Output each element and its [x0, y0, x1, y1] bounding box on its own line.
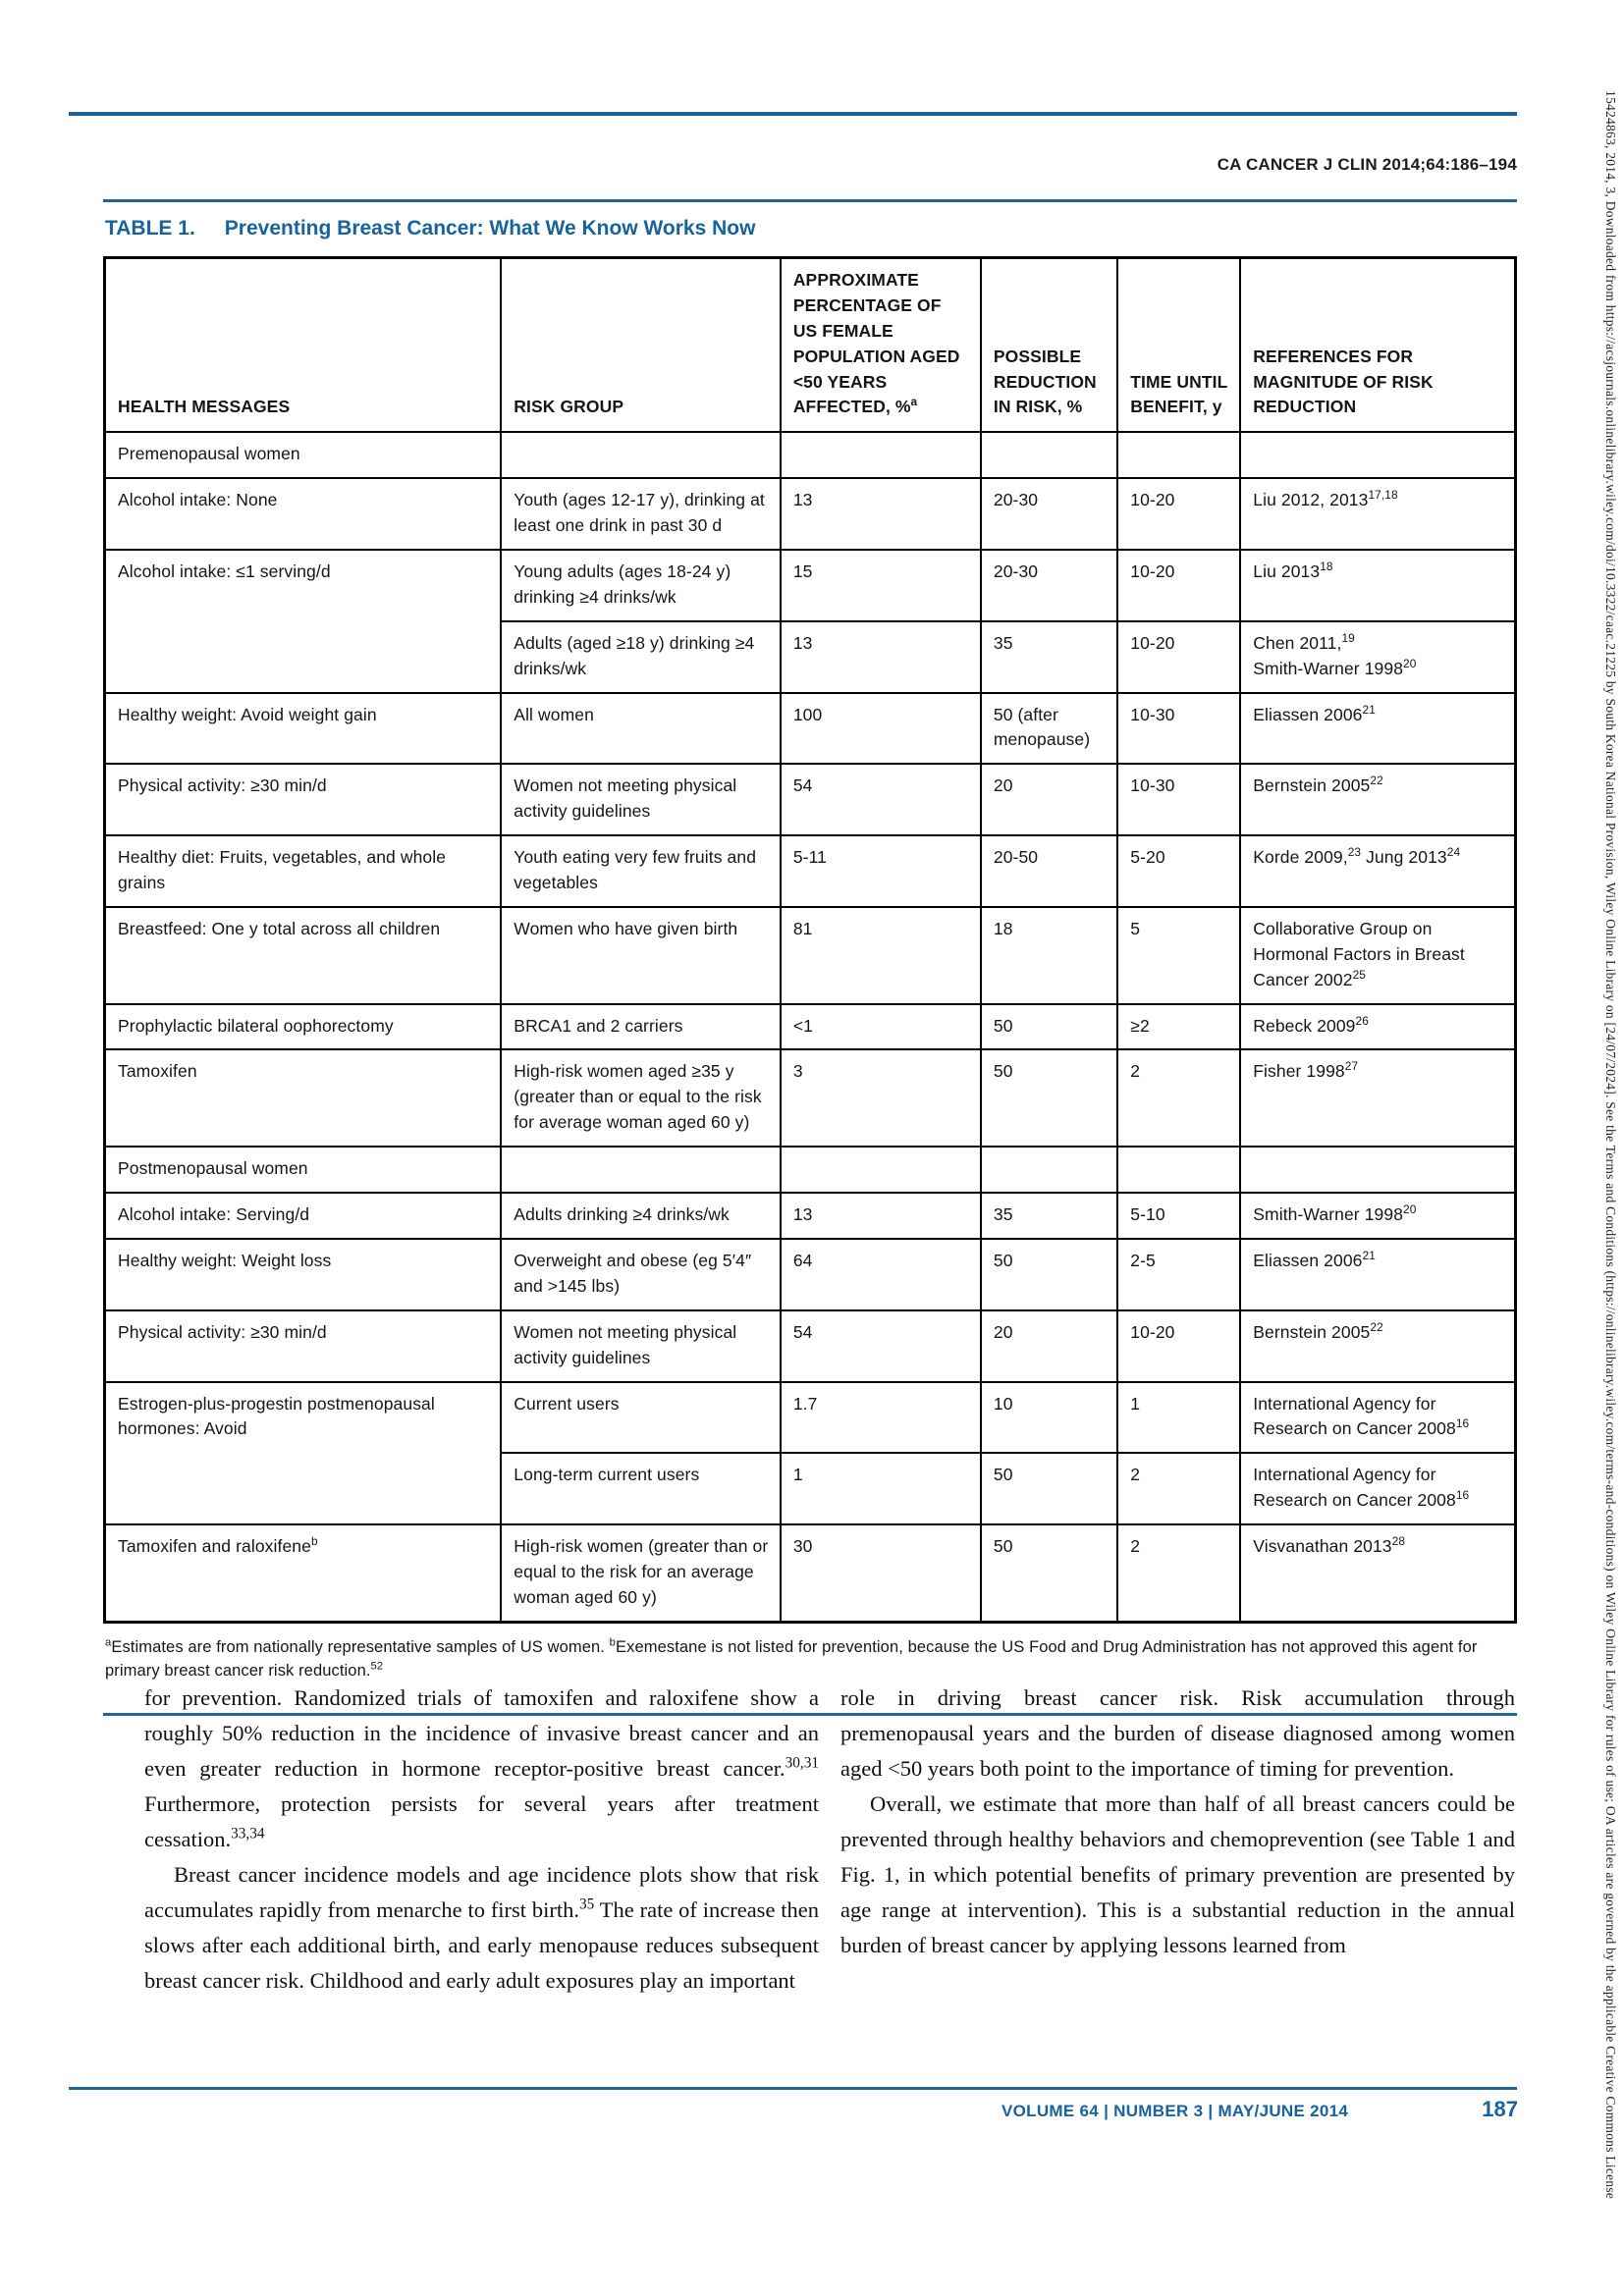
cell-risk-group: Youth (ages 12-17 y), drinking at least one drink in past 30 d — [501, 478, 781, 550]
cell-percent-affected: <1 — [781, 1004, 981, 1050]
table-row — [105, 693, 1516, 765]
cell-references: Korde 2009,23 Jung 2013$^{24}$ — [1240, 835, 1515, 907]
footer-volume-line: VOLUME 64 | NUMBER 3 | MAY/JUNE 2014 — [1001, 2102, 1349, 2120]
table-row — [105, 1004, 1516, 1050]
cell-risk-reduction: 20-30 — [981, 478, 1117, 550]
section-title: Postmenopausal women — [105, 1147, 502, 1193]
cell-risk-reduction: 50 — [981, 1004, 1117, 1050]
cell-risk-group: Overweight and obese (eg 5′4″ and >145 lbs) — [501, 1239, 781, 1310]
cell-health-message: Alcohol intake: None — [105, 478, 502, 550]
journal-citation: CA CANCER J CLIN 2014;64:186–194 — [1217, 155, 1517, 174]
cell-references: Fisher 1998$^{27}$ — [1240, 1049, 1515, 1147]
cell-risk-reduction: 20 — [981, 764, 1117, 835]
body-paragraph: Overall, we estimate that more than half of all breast cancers could be prevented through healthy behaviors and chemoprevention (see Table 1 and Fig. 1, in which potential benefits of primary prevention are presented by age range at intervention). This is a substantial reduction in the annual burden of breast cancer by applying lessons learned from — [840, 1791, 1515, 1957]
section-empty-cell — [781, 432, 981, 478]
cell-time-until-benefit: 10-30 — [1117, 693, 1240, 765]
header-rule — [69, 112, 1517, 116]
cell-risk-reduction: 20 — [981, 1310, 1117, 1382]
body-paragraph: for prevention. Randomized trials of tamoxifen and raloxifene show a roughly 50% reduction in the incidence of invasive breast cancer and an even greater reduction in hormone receptor-positive breast cancer.$^{30,31}$ Furthermore, protection persists for several years after treatment cessation.$^{33,34}$ — [144, 1685, 819, 1851]
cell-risk-group: Adults (aged ≥18 y) drinking ≥4 drinks/wk — [501, 621, 781, 693]
column-header: RISK GROUP — [501, 258, 781, 433]
table-row — [105, 764, 1516, 835]
cell-risk-group: Women who have given birth — [501, 907, 781, 1004]
cell-percent-affected: 3 — [781, 1049, 981, 1147]
cell-risk-reduction: 50 — [981, 1453, 1117, 1524]
table-top-rule — [103, 199, 1517, 202]
cell-risk-reduction: 50 — [981, 1239, 1117, 1310]
cell-health-message: Prophylactic bilateral oophorectomy — [105, 1004, 502, 1050]
cell-percent-affected: 64 — [781, 1239, 981, 1310]
table-row — [105, 1193, 1516, 1239]
cell-risk-reduction: 35 — [981, 621, 1117, 693]
table-row — [105, 1239, 1516, 1310]
cell-references: International Agency for Research on Cancer 2008$^{16}$ — [1240, 1382, 1515, 1454]
cell-percent-affected: 13 — [781, 621, 981, 693]
cell-health-message: Alcohol intake: Serving/d — [105, 1193, 502, 1239]
cell-percent-affected: 54 — [781, 764, 981, 835]
cell-risk-reduction: 20-30 — [981, 550, 1117, 621]
body-column-right — [840, 1681, 1515, 1999]
cell-risk-reduction: 50 — [981, 1049, 1117, 1147]
cell-percent-affected: 15 — [781, 550, 981, 621]
column-header: POSSIBLE REDUCTION IN RISK, % — [981, 258, 1117, 433]
section-title: Premenopausal women — [105, 432, 502, 478]
cell-time-until-benefit: 2 — [1117, 1453, 1240, 1524]
cell-risk-reduction: 10 — [981, 1382, 1117, 1454]
table-row — [105, 1382, 1516, 1454]
cell-percent-affected: 13 — [781, 1193, 981, 1239]
cell-time-until-benefit: ≥2 — [1117, 1004, 1240, 1050]
download-attribution-sidebar: 15424863, 2014, 3, Downloaded from https://acsjournals.onlinelibrary.wiley.com/doi/10.3322/caac.21225 by South Korea National Provision, Wiley Online Library on [24/07/2024]. See the Terms and Conditions (https://onlinelibrary.wiley.com/terms-and-conditions) on Wiley Online Library for rules of use; OA articles are governed by the applicable Creative Commons License — [1603, 90, 1618, 2200]
cell-health-message: Healthy weight: Weight loss — [105, 1239, 502, 1310]
footer-rule — [69, 2087, 1517, 2090]
cell-risk-reduction: 18 — [981, 907, 1117, 1004]
cell-health-message: Physical activity: ≥30 min/d — [105, 764, 502, 835]
cell-references: International Agency for Research on Cancer 2008$^{16}$ — [1240, 1453, 1515, 1524]
cell-references: Eliassen 2006$^{21}$ — [1240, 693, 1515, 765]
cell-time-until-benefit: 1 — [1117, 1382, 1240, 1454]
table-row — [105, 907, 1516, 1004]
section-empty-cell — [501, 432, 781, 478]
cell-time-until-benefit: 2 — [1117, 1524, 1240, 1622]
table-row — [105, 478, 1516, 550]
body-paragraph: role in driving breast cancer risk. Risk accumulation through premenopausal years and the burden of disease diagnosed among women aged <50 years both point to the importance of timing for prevention. — [840, 1685, 1515, 1781]
cell-percent-affected: 30 — [781, 1524, 981, 1622]
body-paragraph: Breast cancer incidence models and age incidence plots show that risk accumulates rapidly from menarche to first birth.$^{35}$ The rate of increase then slows after each additional birth, and early menopause reduces subsequent breast cancer risk. Childhood and early adult exposures play an important — [144, 1862, 820, 1993]
cell-references: Visvanathan 2013$^{28}$ — [1240, 1524, 1515, 1622]
column-header: HEALTH MESSAGES — [105, 258, 502, 433]
cell-health-message: Tamoxifen and raloxifene$^b$ — [105, 1524, 502, 1622]
cell-percent-affected: 54 — [781, 1310, 981, 1382]
cell-risk-group: Youth eating very few fruits and vegetables — [501, 835, 781, 907]
body-column-left — [144, 1681, 819, 1999]
cell-health-message: Breastfeed: One y total across all children — [105, 907, 502, 1004]
section-empty-cell — [1240, 1147, 1515, 1193]
cell-risk-group: High-risk women aged ≥35 y (greater than or equal to the risk for average woman aged 60 y) — [501, 1049, 781, 1147]
section-empty-cell — [1240, 432, 1515, 478]
cell-risk-reduction: 50 — [981, 1524, 1117, 1622]
cell-health-message: Estrogen-plus-progestin postmenopausal hormones: Avoid — [105, 1382, 502, 1525]
section-empty-cell — [1117, 432, 1240, 478]
cell-health-message: Alcohol intake: ≤1 serving/d — [105, 550, 502, 693]
cell-percent-affected: 5-11 — [781, 835, 981, 907]
column-header: REFERENCES FOR MAGNITUDE OF RISK REDUCTION — [1240, 258, 1515, 433]
cell-time-until-benefit: 2-5 — [1117, 1239, 1240, 1310]
cell-time-until-benefit: 10-20 — [1117, 478, 1240, 550]
cell-percent-affected: 81 — [781, 907, 981, 1004]
cell-risk-group: Long-term current users — [501, 1453, 781, 1524]
cell-risk-group: Current users — [501, 1382, 781, 1454]
cell-health-message: Tamoxifen — [105, 1049, 502, 1147]
table-row — [105, 1049, 1516, 1147]
cell-risk-group: High-risk women (greater than or equal to the risk for an average woman aged 60 y) — [501, 1524, 781, 1622]
cell-health-message: Physical activity: ≥30 min/d — [105, 1310, 502, 1382]
cell-time-until-benefit: 10-20 — [1117, 621, 1240, 693]
cell-time-until-benefit: 10-30 — [1117, 764, 1240, 835]
table-row — [105, 1524, 1516, 1622]
cell-time-until-benefit: 10-20 — [1117, 550, 1240, 621]
cell-time-until-benefit: 5 — [1117, 907, 1240, 1004]
section-empty-cell — [981, 432, 1117, 478]
table-label: TABLE 1. — [105, 217, 195, 240]
cell-health-message: Healthy diet: Fruits, vegetables, and whole grains — [105, 835, 502, 907]
cell-time-until-benefit: 10-20 — [1117, 1310, 1240, 1382]
cell-references: Smith-Warner 1998$^{20}$ — [1240, 1193, 1515, 1239]
page-number: 187 — [1482, 2097, 1518, 2121]
cell-references: Rebeck 2009$^{26}$ — [1240, 1004, 1515, 1050]
cell-risk-reduction: 50 (after menopause) — [981, 693, 1117, 765]
cell-risk-group: Young adults (ages 18-24 y) drinking ≥4 drinks/wk — [501, 550, 781, 621]
section-empty-cell — [781, 1147, 981, 1193]
table-header-row — [105, 258, 1516, 433]
cell-references: Eliassen 2006$^{21}$ — [1240, 1239, 1515, 1310]
cell-risk-reduction: 20-50 — [981, 835, 1117, 907]
table-caption — [105, 217, 1517, 240]
column-header: TIME UNTIL BENEFIT, y — [1117, 258, 1240, 433]
body-text — [144, 1681, 1515, 1999]
cell-references: Liu 2012, 2013$^{17,18}$ — [1240, 478, 1515, 550]
cell-risk-group: BRCA1 and 2 carriers — [501, 1004, 781, 1050]
cell-percent-affected: 100 — [781, 693, 981, 765]
table-row — [105, 550, 1516, 621]
section-row — [105, 1147, 1516, 1193]
section-empty-cell — [1117, 1147, 1240, 1193]
cell-risk-group: Adults drinking ≥4 drinks/wk — [501, 1193, 781, 1239]
table-row — [105, 1310, 1516, 1382]
cell-percent-affected: 1 — [781, 1453, 981, 1524]
section-empty-cell — [981, 1147, 1117, 1193]
cell-percent-affected: 13 — [781, 478, 981, 550]
table-row — [105, 835, 1516, 907]
section-row — [105, 432, 1516, 478]
section-empty-cell — [501, 1147, 781, 1193]
cell-references: Bernstein 2005$^{22}$ — [1240, 764, 1515, 835]
cell-risk-group: All women — [501, 693, 781, 765]
cell-references: Bernstein 2005$^{22}$ — [1240, 1310, 1515, 1382]
table-body — [105, 432, 1516, 1622]
cell-risk-group: Women not meeting physical activity guidelines — [501, 1310, 781, 1382]
column-header: APPROXIMATE PERCENTAGE OF US FEMALE POPULATION AGED <50 YEARS AFFECTED, %$^a$ — [781, 258, 981, 433]
cell-references: Collaborative Group on Hormonal Factors in Breast Cancer 2002$^{25}$ — [1240, 907, 1515, 1004]
cell-time-until-benefit: 2 — [1117, 1049, 1240, 1147]
cell-time-until-benefit: 5-20 — [1117, 835, 1240, 907]
cell-percent-affected: 1.7 — [781, 1382, 981, 1454]
cell-references: Chen 2011,19 Smith-Warner 1998$^{20}$ — [1240, 621, 1515, 693]
table-footnote: $^a$Estimates are from nationally representative samples of US women. $^b$Exemestane is not listed for prevention, because the US Food and Drug Administration has not approved this agent for primary breast cancer risk reduction.$^{52}$ — [105, 1636, 1478, 1680]
cell-time-until-benefit: 5-10 — [1117, 1193, 1240, 1239]
cell-references: Liu 2013$^{18}$ — [1240, 550, 1515, 621]
table-1-block — [103, 199, 1517, 1716]
cell-health-message: Healthy weight: Avoid weight gain — [105, 693, 502, 765]
prevention-table — [103, 256, 1517, 1624]
cell-risk-group: Women not meeting physical activity guidelines — [501, 764, 781, 835]
table-title: Preventing Breast Cancer: What We Know Works Now — [224, 217, 756, 240]
cell-risk-reduction: 35 — [981, 1193, 1117, 1239]
